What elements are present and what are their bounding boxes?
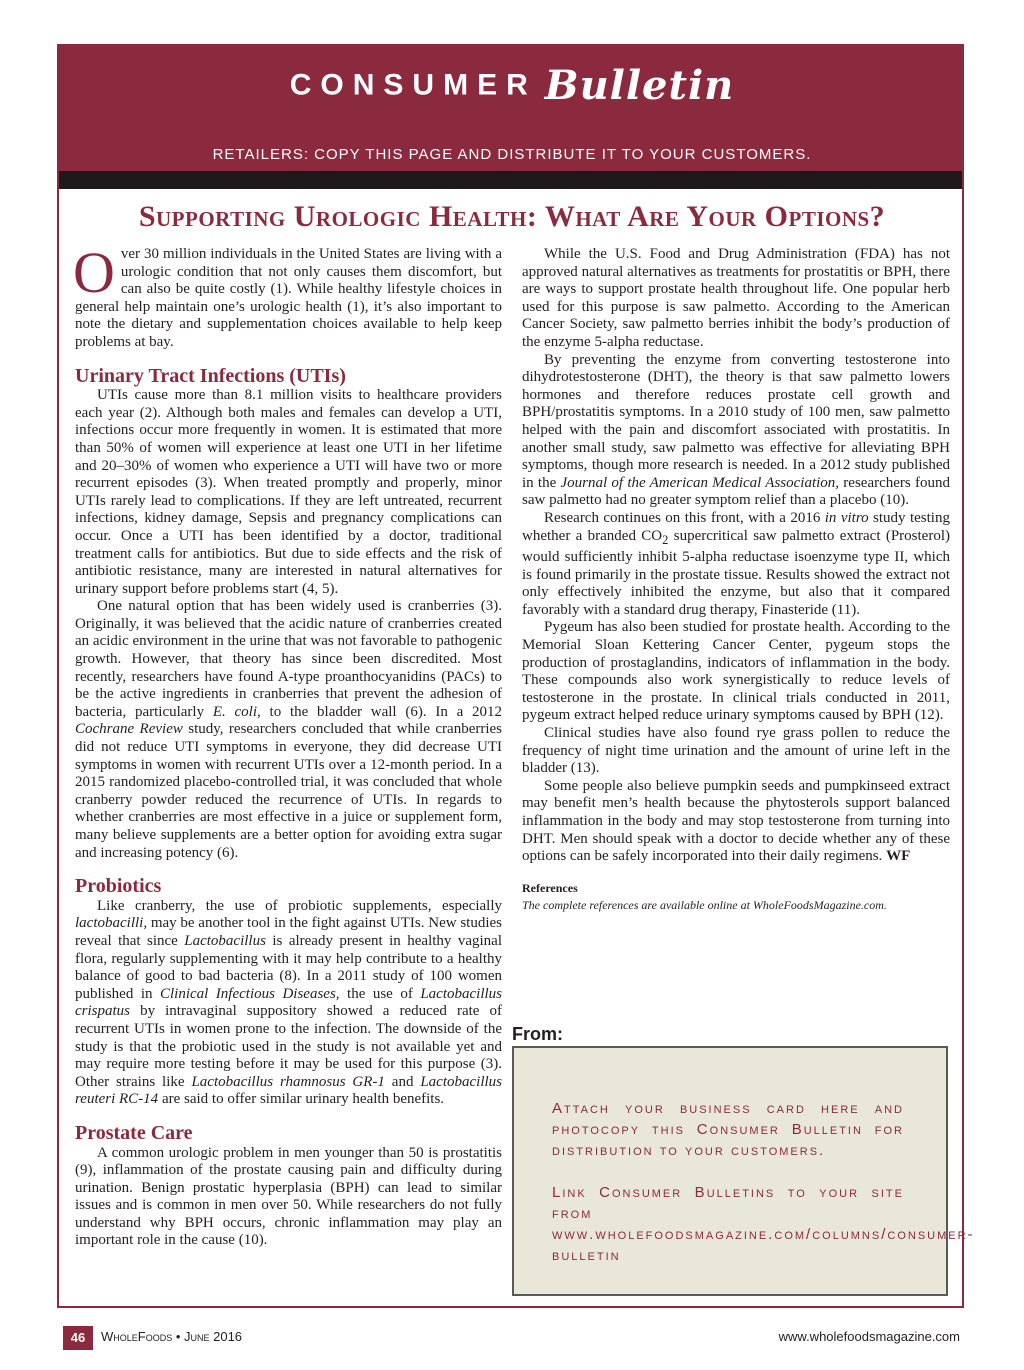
footer-website: www.wholefoodsmagazine.com — [778, 1329, 960, 1344]
text-run: Lactobacillus reuteri RC-14 — [75, 1073, 502, 1108]
text-run: Lactobacillus crispatus — [75, 985, 502, 1020]
left-column — [73, 240, 503, 1250]
section-heading-uti: Urinary Tract Infections (UTIs) — [75, 364, 346, 387]
text-run: by intravaginal suppository showed a reduced rate of recurrent UTIs in women prone to the infection. The downside of the study is that the probiotic used in the study is not available yet and may require more testing before it may be used for this purpose (3). Other strains like — [75, 1003, 502, 1090]
uti-paragraph-2 — [75, 598, 502, 862]
page-footer — [59, 1326, 962, 1350]
text-run: may be another tool in the fight against UTIs. New studies reveal that since — [75, 915, 503, 949]
text-run: is already present in healthy vaginal flora, regularly supplementing with it may help contribute to a healthy balance of good to bad bacteria (8). In a 2011 study of 100 women published in — [75, 932, 502, 1002]
masthead-consumer: CONSUMER — [289, 68, 537, 102]
article-headline: Supporting Urologic Health: What Are Your Options? — [138, 200, 886, 233]
publication-info: WholeFoods • June 2016 — [101, 1329, 243, 1344]
wf-signoff: WF — [886, 848, 911, 865]
right-paragraph-4: Pygeum has also been studied for prostate health. According to the Memorial Sloan Kettering Cancer Center, pygeum stops the production of prostaglandins, indicators of inflammation in the body. These compounds also work synergistically to reduce levels of testosterone in the prostate. In clinical trials conducted in 2011, pygeum extract helped reduce urinary symptoms caused by BPH (12). — [522, 619, 950, 724]
text-run: study, researchers concluded that while cranberries did not reduce UTI symptoms in everyone, they did decrease UTI symptoms in women with recurrent UTIs over a 12-month period. In a 2015 randomized placebo-controlled trial, it was concluded that whole cranberry powder reduced the recurrence of UTIs. In regards to whether cranberries are most effective in a juice or supplement form, many believe supplements are a better option for avoiding extra sugar and increasing potency (6). — [75, 721, 502, 861]
intro-text: ver 30 million individuals in the United States are living with a urologic condition that not only causes them discomfort, but can also be quite costly (1). While healthy lifestyle choices in general help maintain one’s urologic health (1), it’s also important to note the dietary and supplementation choices available to help keep problems at bay. — [75, 246, 502, 350]
right-paragraph-1: While the U.S. Food and Drug Administration (FDA) has not approved natural alternatives as treatments for prostatitis or BPH, there are ways to support prostate health throughout life. One popular herb used for this purpose is saw palmetto. According to the American Cancer Society, saw palmetto berries inhibit the body’s production of the enzyme 5-alpha reductase. — [522, 246, 950, 350]
text-run: Some people also believe pumpkin seeds and pumpkinseed extract may benefit men’s health because the phytosterols support balanced inflammation in the body and may stop testosterone from turning into DHT. Men should speak with a doctor to decide whether any of these options can be safely incorporated into their daily regimens. — [522, 777, 950, 865]
card-instructions — [552, 1098, 975, 1287]
from-label: From: — [512, 1024, 563, 1044]
text-run: supercritical saw palmetto extract (Prosterol) would sufficiently inhibit 5-alpha reductase isoenzyme type II, which is found primarily in the prostate tissue. Results showed the extract not only effectively inhibited the enzyme, but also that it compared favorably with a standard drug therapy, Finasteride (11). — [522, 527, 950, 618]
text-run: Clinical Infectious Diseases, — [159, 985, 340, 1002]
references-heading: References — [522, 880, 578, 895]
text-run: the use of — [339, 985, 421, 1002]
uti-paragraph-1: UTIs cause more than 8.1 million visits to healthcare providers each year (2). Although both males and females can develop a UTI, infections occur more frequently in women. It is estimated that more than 50% of women will experience at least one UTI in her lifetime and 20–30% of women who experience a UTI will have two or more recurrent episodes (3). When treated promptly and properly, minor UTIs rarely lead to complications. If they are left untreated, recurrent infections, kidney damage, Sepsis and pregnancy complications can occur. Once a UTI has been identified by a doctor, traditional treatment calls for antibiotics. But due to side effects and the risk of antibiotic resistance, many are interested in natural alternatives for urinary support before problems start (4, 5). — [75, 387, 502, 597]
page-number: 46 — [63, 1326, 93, 1350]
subscript: 2 — [662, 532, 669, 547]
section-heading-prostate: Prostate Care — [75, 1121, 193, 1144]
text-run: E. coli, — [212, 703, 261, 720]
intro-paragraph — [73, 240, 502, 352]
header-divider-bar — [59, 171, 962, 189]
right-paragraph-6 — [522, 778, 950, 866]
prostate-paragraph: A common urologic problem in men younger than 50 is prostatitis (9), inflammation of the prostate causing pain and difficulty during urination. Benign prostatic hyperplasia (BPH) can lead to similar issues and is common in men over 50. While researchers do not fully understand why BPH occurs, chronic inflammation may play an important role in the cause (10). — [75, 1144, 502, 1249]
card-line-2: Link Consumer Bulletins to your site from www.wholefoodsmagazine.com/columns/consumer-bulletin — [552, 1184, 975, 1264]
right-paragraph-2 — [522, 352, 950, 510]
probiotics-paragraph — [75, 898, 502, 1109]
masthead-bulletin: Bulletin — [544, 62, 735, 109]
text-run: Cochrane Review — [75, 721, 183, 738]
right-paragraph-3 — [522, 510, 950, 620]
text-run: One natural option that has been widely used is cranberries (3). Originally, it was believed that the acidic nature of cranberries created an acidic environment in the urine that was not favorable to pathogenic growth. However, that theory has since been discredited. Most recently, researchers have found A-type proanthocyanidins (PACs) to be the active ingredients in cranberries that prevent the adhesion of bacteria, particularly — [75, 598, 502, 720]
text-run: Lactobacillus — [184, 932, 266, 949]
masthead — [0, 62, 1024, 109]
drop-cap: O — [73, 240, 115, 305]
text-run: are said to offer similar urinary health benefits. — [158, 1091, 445, 1108]
retailers-note: RETAILERS: COPY THIS PAGE AND DISTRIBUTE IT TO YOUR CUSTOMERS. — [212, 146, 812, 163]
text-run: Like cranberry, the use of probiotic supplements, especially — [97, 897, 502, 914]
business-card-box — [512, 1046, 975, 1296]
text-run: By preventing the enzyme from converting testosterone into dihydrotestosterone (DHT), the theory is that saw palmetto lowers hormones and therefore reduces prostate cell growth and BPH/prostatitis symptoms. In a 2010 study of 100 men, saw palmetto helped with the pain and discomfort associated with prostatitis. In another small study, saw palmetto was effective for alleviating BPH symptoms, though more research is needed. In a 2012 study published in the — [522, 351, 950, 491]
text-run: in vitro — [824, 509, 869, 526]
text-run: researchers found saw palmetto had no greater symptom relief than a placebo (10). — [522, 474, 950, 509]
text-run: to the bladder wall (6). In a 2012 — [260, 703, 502, 720]
text-run: Lactobacillus rhamnosus GR-1 — [191, 1073, 385, 1090]
text-run: Journal of the American Medical Association, — [560, 474, 840, 491]
text-run: study testing whether a branded CO — [522, 509, 950, 544]
section-heading-probiotics: Probiotics — [75, 875, 162, 898]
right-paragraph-5: Clinical studies have also found rye grass pollen to reduce the frequency of night time urination and the amount of urine left in the bladder (13). — [522, 725, 950, 777]
right-column — [522, 246, 950, 915]
text-run: and — [384, 1073, 421, 1090]
text-run: Research continues on this front, with a 2016 — [544, 509, 825, 526]
card-line-1: Attach your business card here and photocopy this Consumer Bulletin for distribution to your customers. — [552, 1100, 904, 1159]
text-run: lactobacilli, — [75, 915, 148, 932]
references-text: The complete references are available online at WholeFoodsMagazine.com. — [522, 898, 887, 913]
